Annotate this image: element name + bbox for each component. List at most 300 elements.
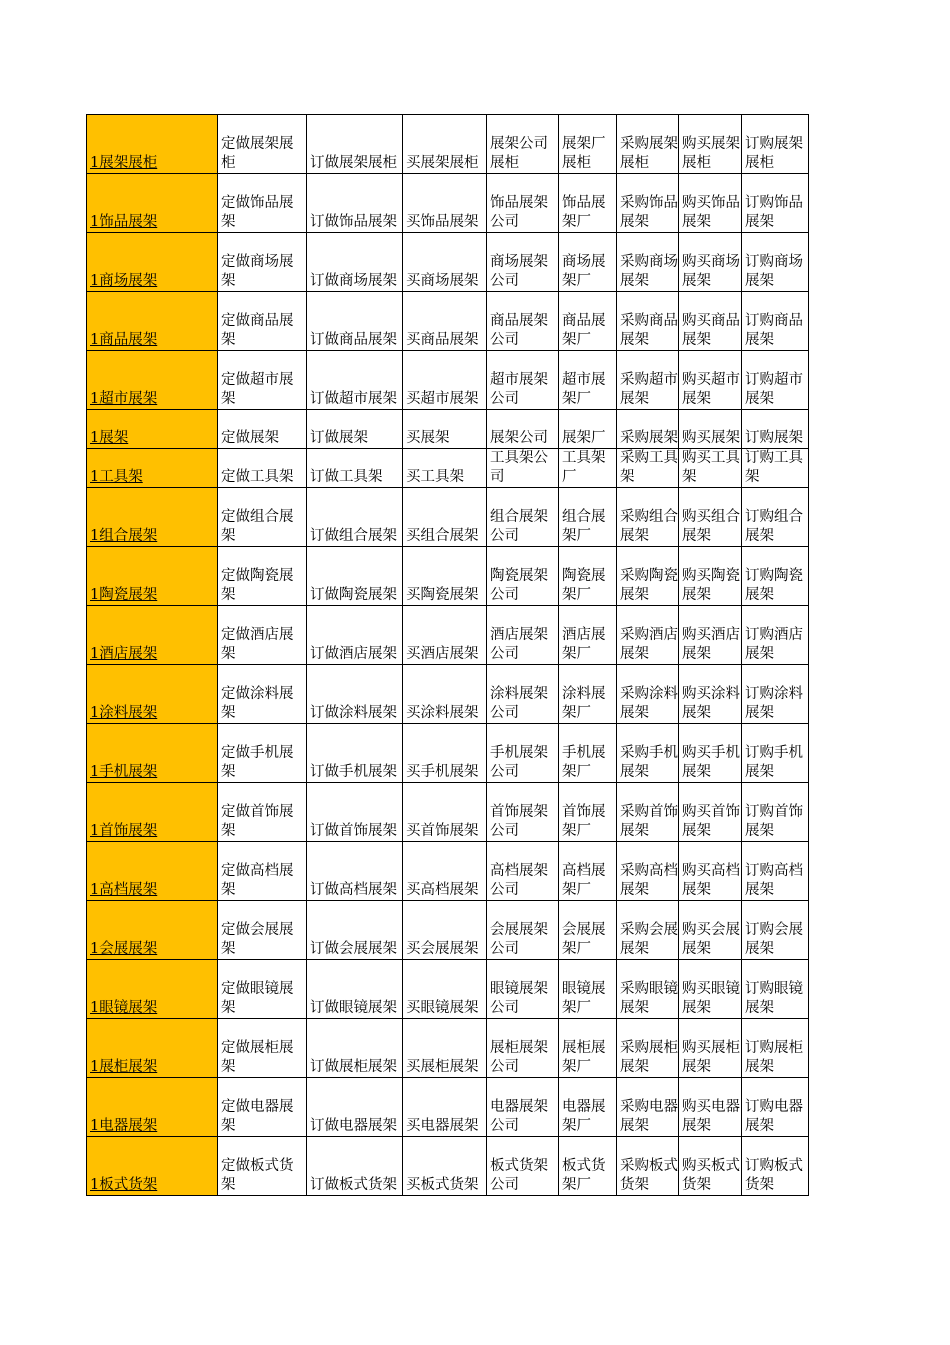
keyword-text: 购买眼镜展架 (682, 981, 740, 1016)
keyword-link-text[interactable]: 1展架展柜 (90, 155, 158, 171)
keyword-cell (559, 410, 617, 449)
keyword-cell (487, 606, 559, 665)
keyword-cell (679, 724, 742, 783)
keyword-cell (403, 488, 487, 547)
keyword-cell (218, 233, 307, 292)
keyword-text: 采购商品展架 (620, 313, 678, 348)
keyword-cell (617, 960, 679, 1019)
keyword-text: 展柜展架公司 (490, 1040, 548, 1075)
keyword-cell (617, 606, 679, 665)
keyword-text: 采购组合展架 (620, 509, 678, 544)
keyword-text: 组合展架公司 (490, 509, 548, 544)
keyword-cell (403, 783, 487, 842)
keyword-link-text[interactable]: 1展架 (90, 430, 129, 446)
keyword-text: 饰品展架厂 (562, 195, 606, 230)
keyword-cell (742, 960, 809, 1019)
keyword-cell (307, 665, 403, 724)
keyword-cell (742, 1019, 809, 1078)
keyword-text: 订做陶瓷展架 (310, 587, 397, 603)
keyword-cell (742, 842, 809, 901)
keyword-text: 定做展架 (221, 430, 279, 446)
keyword-link-cell[interactable] (87, 665, 218, 724)
keyword-text: 订购商场展架 (745, 254, 803, 289)
keyword-cell (742, 1078, 809, 1137)
keyword-text: 采购首饰展架 (620, 804, 678, 839)
keyword-cell (487, 233, 559, 292)
keyword-link-text[interactable]: 1涂料展架 (90, 705, 158, 721)
keyword-link-text[interactable]: 1商品展架 (90, 332, 158, 348)
keyword-link-cell[interactable] (87, 1137, 218, 1196)
keyword-cell (559, 547, 617, 606)
keyword-text: 订购超市展架 (745, 372, 803, 407)
keyword-cell (679, 292, 742, 351)
keyword-cell (307, 842, 403, 901)
keyword-cell (218, 1078, 307, 1137)
keyword-cell (307, 1137, 403, 1196)
keyword-link-cell[interactable] (87, 724, 218, 783)
keyword-cell (218, 783, 307, 842)
keyword-cell (487, 174, 559, 233)
keyword-text: 购买工具架 (682, 450, 740, 485)
table-row (87, 233, 809, 292)
keyword-cell (218, 449, 307, 488)
keyword-text: 订做超市展架 (310, 391, 397, 407)
keyword-cell (487, 665, 559, 724)
keyword-text: 采购工具架 (620, 450, 678, 485)
keyword-link-text[interactable]: 1眼镜展架 (90, 1000, 158, 1016)
keyword-cell (679, 115, 742, 174)
keyword-text: 订购手机展架 (745, 745, 803, 780)
keyword-cell (307, 488, 403, 547)
keyword-text: 采购眼镜展架 (620, 981, 678, 1016)
keyword-text: 购买饰品展架 (682, 195, 740, 230)
keyword-cell (559, 783, 617, 842)
keyword-cell (403, 449, 487, 488)
keyword-text: 买展架 (406, 430, 450, 446)
keyword-cell (403, 960, 487, 1019)
keyword-cell (679, 449, 742, 488)
table-row (87, 1137, 809, 1196)
keyword-cell (742, 1137, 809, 1196)
keyword-text: 买超市展架 (406, 391, 479, 407)
keyword-text: 订做商场展架 (310, 273, 397, 289)
keyword-cell (403, 842, 487, 901)
keyword-text: 组合展架厂 (562, 509, 606, 544)
keyword-link-cell[interactable] (87, 292, 218, 351)
keyword-link-cell[interactable] (87, 233, 218, 292)
keyword-link-text[interactable]: 1超市展架 (90, 391, 158, 407)
keyword-text: 高档展架厂 (562, 863, 606, 898)
keyword-text: 眼镜展架公司 (490, 981, 548, 1016)
keyword-text: 会展展架厂 (562, 922, 606, 957)
keyword-link-text[interactable]: 1酒店展架 (90, 646, 158, 662)
keyword-cell (559, 233, 617, 292)
keyword-cell (679, 233, 742, 292)
keyword-text: 买饰品展架 (406, 214, 479, 230)
keyword-cell (559, 351, 617, 410)
keyword-text: 采购展架 (620, 430, 678, 446)
keyword-text: 订购展架展柜 (745, 136, 803, 171)
keyword-text: 订做商品展架 (310, 332, 397, 348)
keyword-cell (307, 606, 403, 665)
table-row (87, 410, 809, 449)
keyword-cell (487, 1137, 559, 1196)
keyword-text: 商品展架公司 (490, 313, 548, 348)
keyword-text: 购买手机展架 (682, 745, 740, 780)
keyword-text: 买展柜展架 (406, 1059, 479, 1075)
keyword-link-text[interactable]: 1板式货架 (90, 1177, 158, 1193)
keyword-cell (617, 174, 679, 233)
keyword-cell (559, 115, 617, 174)
keyword-text: 购买首饰展架 (682, 804, 740, 839)
keyword-cell (307, 233, 403, 292)
keyword-link-cell[interactable] (87, 960, 218, 1019)
table-row (87, 665, 809, 724)
keyword-cell (218, 174, 307, 233)
keyword-cell (307, 960, 403, 1019)
keyword-text: 购买涂料展架 (682, 686, 740, 721)
keyword-text: 采购板式货架 (620, 1158, 678, 1193)
table-row (87, 901, 809, 960)
keyword-text: 定做商品展架 (221, 313, 294, 348)
table-row (87, 115, 809, 174)
keyword-text: 首饰展架公司 (490, 804, 548, 839)
keyword-text: 手机展架厂 (562, 745, 606, 780)
keyword-text: 采购电器展架 (620, 1099, 678, 1134)
keyword-link-text[interactable]: 1会展展架 (90, 941, 158, 957)
keyword-cell (742, 724, 809, 783)
keyword-text: 酒店展架公司 (490, 627, 548, 662)
keyword-text: 买眼镜展架 (406, 1000, 479, 1016)
keyword-text: 定做板式货架 (221, 1158, 294, 1193)
keyword-cell (403, 1078, 487, 1137)
keyword-cell (742, 174, 809, 233)
keyword-cell (617, 292, 679, 351)
keyword-link-cell[interactable] (87, 547, 218, 606)
keyword-text: 购买会展展架 (682, 922, 740, 957)
keyword-text: 购买板式货架 (682, 1158, 740, 1193)
keyword-cell (559, 606, 617, 665)
keyword-text: 展架厂 (562, 430, 606, 446)
keyword-table (86, 114, 809, 1196)
keyword-text: 采购手机展架 (620, 745, 678, 780)
keyword-text: 订购陶瓷展架 (745, 568, 803, 603)
keyword-text: 买涂料展架 (406, 705, 479, 721)
keyword-cell (742, 901, 809, 960)
keyword-cell (218, 1019, 307, 1078)
keyword-text: 定做眼镜展架 (221, 981, 294, 1016)
keyword-text: 眼镜展架厂 (562, 981, 606, 1016)
keyword-cell (218, 1137, 307, 1196)
keyword-text: 定做会展展架 (221, 922, 294, 957)
keyword-text: 购买电器展架 (682, 1099, 740, 1134)
keyword-cell (218, 115, 307, 174)
keyword-cell (559, 292, 617, 351)
keyword-cell (403, 1019, 487, 1078)
keyword-cell (218, 842, 307, 901)
keyword-link-cell[interactable] (87, 488, 218, 547)
keyword-link-text[interactable]: 1展柜展架 (90, 1059, 158, 1075)
keyword-cell (617, 115, 679, 174)
keyword-text: 买组合展架 (406, 528, 479, 544)
keyword-cell (307, 547, 403, 606)
keyword-text: 定做首饰展架 (221, 804, 294, 839)
keyword-text: 买酒店展架 (406, 646, 479, 662)
keyword-link-cell[interactable] (87, 410, 218, 449)
keyword-cell (487, 901, 559, 960)
keyword-cell (218, 665, 307, 724)
keyword-text: 超市展架厂 (562, 372, 606, 407)
keyword-cell (559, 1137, 617, 1196)
keyword-link-cell[interactable] (87, 351, 218, 410)
keyword-cell (403, 1137, 487, 1196)
keyword-cell (679, 901, 742, 960)
keyword-link-cell[interactable] (87, 842, 218, 901)
keyword-text: 订购涂料展架 (745, 686, 803, 721)
keyword-link-cell[interactable] (87, 115, 218, 174)
keyword-text: 采购会展展架 (620, 922, 678, 957)
keyword-text: 采购超市展架 (620, 372, 678, 407)
keyword-text: 订做首饰展架 (310, 823, 397, 839)
table-row (87, 783, 809, 842)
keyword-link-cell[interactable] (87, 783, 218, 842)
keyword-cell (617, 449, 679, 488)
keyword-text: 购买商品展架 (682, 313, 740, 348)
keyword-link-cell[interactable] (87, 606, 218, 665)
keyword-text: 订购商品展架 (745, 313, 803, 348)
keyword-cell (617, 233, 679, 292)
keyword-text: 订购酒店展架 (745, 627, 803, 662)
keyword-cell (403, 901, 487, 960)
keyword-text: 采购商场展架 (620, 254, 678, 289)
keyword-text: 订做高档展架 (310, 882, 397, 898)
keyword-cell (742, 351, 809, 410)
keyword-cell (679, 606, 742, 665)
keyword-text: 订购会展展架 (745, 922, 803, 957)
keyword-text: 订购展柜展架 (745, 1040, 803, 1075)
keyword-cell (559, 449, 617, 488)
keyword-cell (218, 901, 307, 960)
keyword-cell (218, 292, 307, 351)
keyword-cell (403, 174, 487, 233)
keyword-text: 订做酒店展架 (310, 646, 397, 662)
keyword-cell (679, 665, 742, 724)
keyword-cell (307, 449, 403, 488)
keyword-cell (742, 292, 809, 351)
keyword-cell (617, 901, 679, 960)
keyword-cell (487, 1078, 559, 1137)
keyword-cell (617, 1078, 679, 1137)
keyword-text: 订购组合展架 (745, 509, 803, 544)
keyword-text: 展架公司 (490, 430, 548, 446)
keyword-cell (487, 292, 559, 351)
keyword-text: 买展架展柜 (406, 155, 479, 171)
keyword-text: 定做组合展架 (221, 509, 294, 544)
keyword-cell (487, 115, 559, 174)
table-row (87, 488, 809, 547)
keyword-text: 会展展架公司 (490, 922, 548, 957)
keyword-cell (403, 665, 487, 724)
keyword-cell (617, 1019, 679, 1078)
keyword-text: 板式货架公司 (490, 1158, 548, 1193)
keyword-cell (307, 410, 403, 449)
keyword-text: 工具架公司 (490, 450, 548, 485)
keyword-text: 买商场展架 (406, 273, 479, 289)
table-row (87, 174, 809, 233)
keyword-text: 工具架厂 (562, 450, 606, 485)
keyword-cell (487, 488, 559, 547)
keyword-text: 买首饰展架 (406, 823, 479, 839)
keyword-link-cell[interactable] (87, 174, 218, 233)
keyword-text: 订购工具架 (745, 450, 803, 485)
keyword-cell (487, 842, 559, 901)
keyword-link-cell[interactable] (87, 449, 218, 488)
keyword-cell (218, 606, 307, 665)
keyword-link-text[interactable]: 1工具架 (90, 469, 143, 485)
keyword-text: 采购饰品展架 (620, 195, 678, 230)
keyword-cell (487, 783, 559, 842)
keyword-cell (403, 606, 487, 665)
keyword-text: 购买商场展架 (682, 254, 740, 289)
table-body (87, 115, 809, 1196)
keyword-text: 订购饰品展架 (745, 195, 803, 230)
keyword-link-text[interactable]: 1高档展架 (90, 882, 158, 898)
keyword-cell (487, 724, 559, 783)
keyword-cell (679, 547, 742, 606)
keyword-text: 买板式货架 (406, 1177, 479, 1193)
keyword-text: 买高档展架 (406, 882, 479, 898)
keyword-cell (617, 665, 679, 724)
keyword-text: 订做手机展架 (310, 764, 397, 780)
table-row (87, 724, 809, 783)
keyword-cell (617, 547, 679, 606)
keyword-cell (617, 842, 679, 901)
keyword-text: 展架公司展柜 (490, 136, 548, 171)
keyword-cell (218, 351, 307, 410)
keyword-text: 定做电器展架 (221, 1099, 294, 1134)
keyword-link-text[interactable]: 1陶瓷展架 (90, 587, 158, 603)
keyword-cell (487, 1019, 559, 1078)
keyword-text: 陶瓷展架厂 (562, 568, 606, 603)
keyword-cell (403, 351, 487, 410)
keyword-cell (403, 410, 487, 449)
keyword-cell (559, 960, 617, 1019)
keyword-cell (307, 1078, 403, 1137)
keyword-text: 购买高档展架 (682, 863, 740, 898)
keyword-link-cell[interactable] (87, 1078, 218, 1137)
keyword-cell (679, 960, 742, 1019)
keyword-cell (307, 351, 403, 410)
keyword-text: 定做手机展架 (221, 745, 294, 780)
keyword-cell (403, 233, 487, 292)
keyword-text: 定做高档展架 (221, 863, 294, 898)
keyword-cell (679, 1078, 742, 1137)
keyword-cell (742, 115, 809, 174)
keyword-text: 买商品展架 (406, 332, 479, 348)
keyword-cell (487, 449, 559, 488)
keyword-cell (617, 783, 679, 842)
keyword-cell (617, 410, 679, 449)
keyword-cell (679, 1019, 742, 1078)
keyword-cell (307, 724, 403, 783)
keyword-text: 买电器展架 (406, 1118, 479, 1134)
keyword-text: 买陶瓷展架 (406, 587, 479, 603)
keyword-text: 酒店展架厂 (562, 627, 606, 662)
keyword-text: 陶瓷展架公司 (490, 568, 548, 603)
keyword-link-text[interactable]: 1电器展架 (90, 1118, 158, 1134)
keyword-cell (617, 488, 679, 547)
keyword-cell (218, 410, 307, 449)
keyword-link-text[interactable]: 1手机展架 (90, 764, 158, 780)
keyword-link-text[interactable]: 1商场展架 (90, 273, 158, 289)
keyword-text: 采购涂料展架 (620, 686, 678, 721)
keyword-cell (742, 449, 809, 488)
keyword-text: 买工具架 (406, 469, 464, 485)
keyword-link-cell[interactable] (87, 1019, 218, 1078)
table-row (87, 606, 809, 665)
keyword-cell (617, 1137, 679, 1196)
keyword-text: 涂料展架厂 (562, 686, 606, 721)
keyword-cell (218, 547, 307, 606)
keyword-text: 购买组合展架 (682, 509, 740, 544)
keyword-text: 订做展架 (310, 430, 368, 446)
keyword-cell (742, 665, 809, 724)
keyword-text: 订做饰品展架 (310, 214, 397, 230)
keyword-link-text[interactable]: 1组合展架 (90, 528, 158, 544)
keyword-cell (679, 842, 742, 901)
keyword-link-text[interactable]: 1饰品展架 (90, 214, 158, 230)
keyword-text: 订购眼镜展架 (745, 981, 803, 1016)
table-row (87, 547, 809, 606)
keyword-text: 订做板式货架 (310, 1177, 397, 1193)
keyword-text: 展柜展架厂 (562, 1040, 606, 1075)
keyword-text: 电器展架公司 (490, 1099, 548, 1134)
keyword-cell (742, 783, 809, 842)
keyword-text: 订购首饰展架 (745, 804, 803, 839)
keyword-link-text[interactable]: 1首饰展架 (90, 823, 158, 839)
keyword-text: 订做眼镜展架 (310, 1000, 397, 1016)
keyword-cell (679, 783, 742, 842)
keyword-text: 购买超市展架 (682, 372, 740, 407)
keyword-text: 定做展柜展架 (221, 1040, 294, 1075)
keyword-text: 购买展架展柜 (682, 136, 740, 171)
keyword-text: 买会展展架 (406, 941, 479, 957)
keyword-text: 采购高档展架 (620, 863, 678, 898)
keyword-text: 涂料展架公司 (490, 686, 548, 721)
keyword-text: 购买展架 (682, 430, 740, 446)
keyword-text: 饰品展架公司 (490, 195, 548, 230)
keyword-cell (218, 960, 307, 1019)
keyword-link-cell[interactable] (87, 901, 218, 960)
keyword-text: 订做组合展架 (310, 528, 397, 544)
keyword-cell (679, 488, 742, 547)
keyword-text: 定做超市展架 (221, 372, 294, 407)
keyword-text: 手机展架公司 (490, 745, 548, 780)
keyword-cell (742, 606, 809, 665)
keyword-cell (403, 292, 487, 351)
keyword-text: 采购展架展柜 (620, 136, 678, 171)
keyword-cell (307, 1019, 403, 1078)
keyword-text: 定做涂料展架 (221, 686, 294, 721)
keyword-text: 订购高档展架 (745, 863, 803, 898)
keyword-text: 订购板式货架 (745, 1158, 803, 1193)
table-row (87, 960, 809, 1019)
keyword-text: 订做电器展架 (310, 1118, 397, 1134)
keyword-text: 定做展架展柜 (221, 136, 294, 171)
keyword-text: 采购酒店展架 (620, 627, 678, 662)
keyword-text: 商场展架公司 (490, 254, 548, 289)
keyword-text: 高档展架公司 (490, 863, 548, 898)
